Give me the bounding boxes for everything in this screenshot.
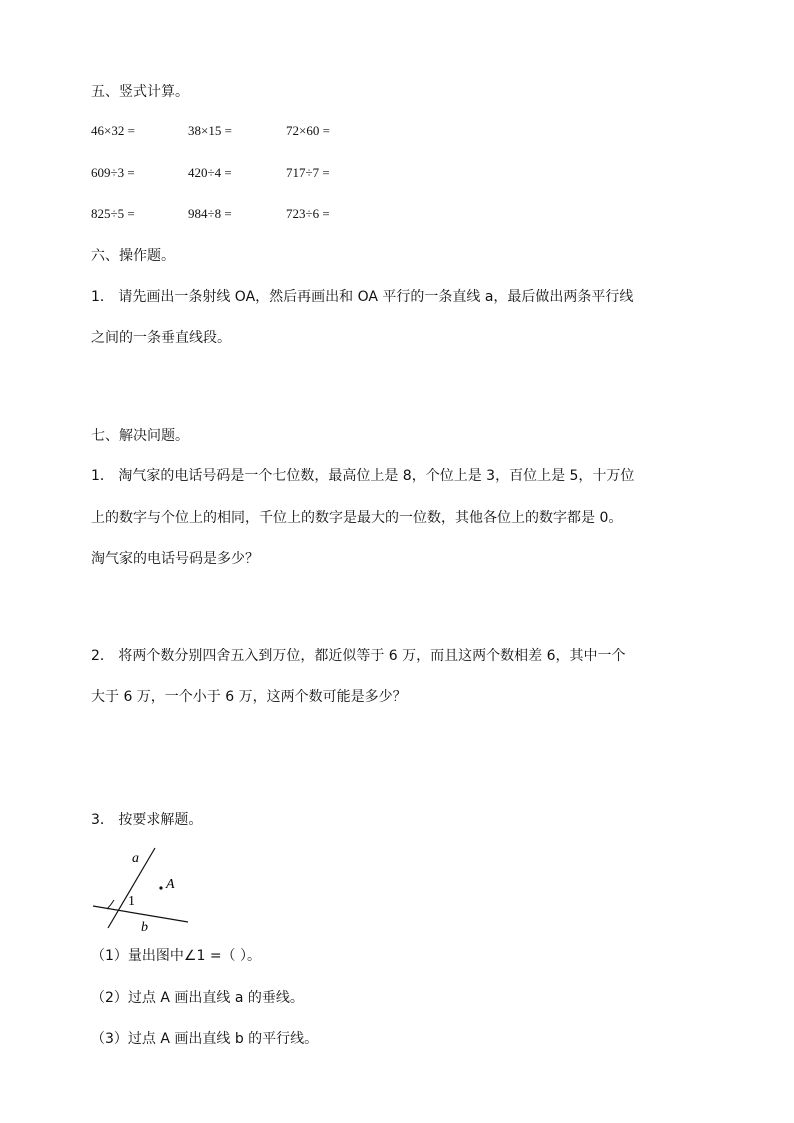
question-text: 淘气家的电话号码是多少？ xyxy=(91,551,259,567)
question-text: 之间的一条垂直线段。 xyxy=(91,330,231,346)
question-text: 1． 淘气家的电话号码是一个七位数，最高位上是 8，个位上是 3，百位上是 5，十万位 xyxy=(91,468,635,484)
question-text: 1． 请先画出一条射线 OA，然后再画出和 OA 平行的一条直线 a，最后做出两条平行线 xyxy=(91,289,634,305)
question-text: 3． 按要求解题。 xyxy=(91,812,203,828)
question-text: 2． 将两个数分别四舍五入到万位，都近似等于 6 万，而且这两个数相差 6，其中一个 xyxy=(91,648,626,664)
calc-item: 46×32 = xyxy=(91,123,135,138)
calc-item: 984÷8 = xyxy=(188,206,232,221)
angle-arc xyxy=(107,900,114,909)
calc-item: 609÷3 = xyxy=(91,165,135,180)
point-a-dot xyxy=(159,886,162,889)
question-text: 大于 6 万，一个小于 6 万，这两个数可能是多少？ xyxy=(91,689,407,705)
calc-item: 825÷5 = xyxy=(91,206,135,221)
section-5-heading: 五、竖式计算。 xyxy=(91,84,189,100)
label-point-a: A xyxy=(166,877,175,892)
angle-figure xyxy=(88,842,198,934)
label-angle-1: 1 xyxy=(128,894,135,909)
section-7-heading: 七、解决问题。 xyxy=(91,428,189,444)
label-b: b xyxy=(141,920,148,934)
question-text: 上的数字与个位上的相同，千位上的数字是最大的一位数，其他各位上的数字都是 0。 xyxy=(91,510,623,526)
calc-item: 420÷4 = xyxy=(188,165,232,180)
subquestion-text: （2）过点 A 画出直线 a 的垂线。 xyxy=(91,990,304,1006)
calc-item: 72×60 = xyxy=(286,123,330,138)
subquestion-text: （3）过点 A 画出直线 b 的平行线。 xyxy=(91,1031,319,1047)
section-6-heading: 六、操作题。 xyxy=(91,248,175,264)
label-a: a xyxy=(132,851,139,866)
calc-item: 723÷6 = xyxy=(286,206,330,221)
subquestion-text: （1）量出图中∠1 =（ ）。 xyxy=(91,948,261,964)
calc-item: 717÷7 = xyxy=(286,165,330,180)
calc-item: 38×15 = xyxy=(188,123,232,138)
